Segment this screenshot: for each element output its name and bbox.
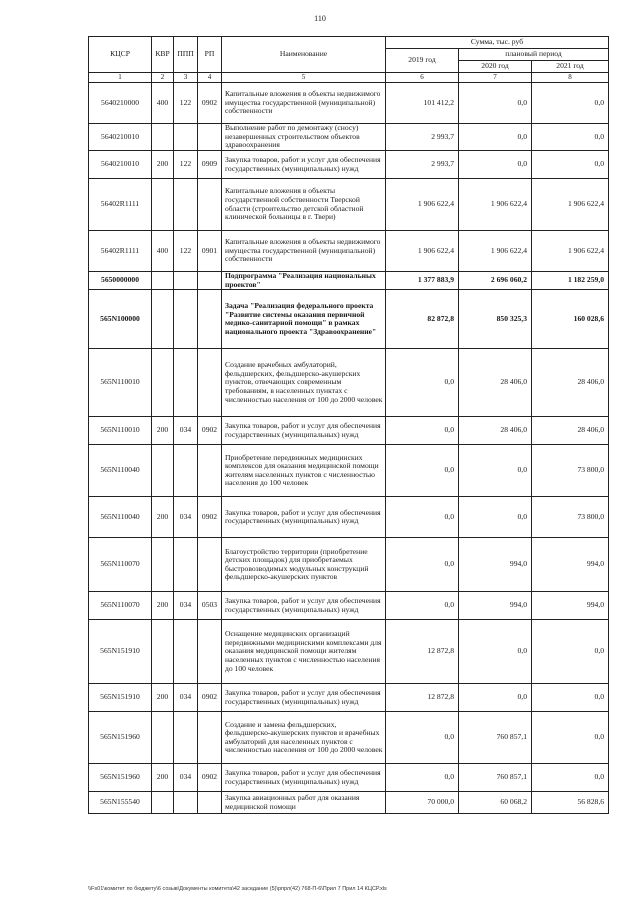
amount-2019-cell: 1 906 622,4 xyxy=(386,231,459,272)
amount-2019-cell: 2 993,7 xyxy=(386,151,459,179)
ppp-cell xyxy=(174,538,198,592)
name-cell: Оснащение медицинских организаций передвижными медицинскими комплексами для оказания медицинской помощи жителям населенных пунктов с численностью населения до 100 человек xyxy=(222,620,386,684)
col-header-ppp: ППП xyxy=(174,37,198,73)
table-row xyxy=(89,445,609,497)
kcsr-cell: 5640210010 xyxy=(89,124,152,151)
amount-2021-cell: 994,0 xyxy=(532,538,609,592)
amount-2020-cell: 760 857,1 xyxy=(459,712,532,764)
rp-cell: 0909 xyxy=(198,151,222,179)
amount-2021-cell: 73 800,0 xyxy=(532,445,609,497)
kcsr-cell: 565N151960 xyxy=(89,764,152,792)
kvr-cell: 200 xyxy=(152,497,174,538)
amount-2020-cell: 0,0 xyxy=(459,445,532,497)
name-cell: Закупка товаров, работ и услуг для обеспечения государственных (муниципальных) нужд xyxy=(222,497,386,538)
kvr-cell xyxy=(152,792,174,814)
file-path-footer: \\Fs01\комитет по бюджету\6 созыв\Документы комитета\42 заседание (5)\рпрл(42) 768-П-6\Прил 7 Прил 14 КЦСР.xls xyxy=(88,886,387,892)
col-header-rp: РП xyxy=(198,37,222,73)
ppp-cell xyxy=(174,124,198,151)
kvr-cell xyxy=(152,272,174,290)
table-row xyxy=(89,349,609,417)
table-row xyxy=(89,684,609,712)
col-header-2021: 2021 год xyxy=(532,61,609,73)
col-number: 6 xyxy=(386,73,459,83)
ppp-cell xyxy=(174,272,198,290)
table-row xyxy=(89,83,609,124)
col-number: 7 xyxy=(459,73,532,83)
kcsr-cell: 56402R1111 xyxy=(89,231,152,272)
kvr-cell xyxy=(152,349,174,417)
ppp-cell: 122 xyxy=(174,231,198,272)
rp-cell: 0902 xyxy=(198,83,222,124)
page-number: 110 xyxy=(314,14,326,23)
kvr-cell: 400 xyxy=(152,83,174,124)
amount-2019-cell: 101 412,2 xyxy=(386,83,459,124)
amount-2020-cell: 994,0 xyxy=(459,538,532,592)
table-row xyxy=(89,272,609,290)
kcsr-cell: 565N155540 xyxy=(89,792,152,814)
amount-2020-cell: 0,0 xyxy=(459,124,532,151)
amount-2019-cell: 0,0 xyxy=(386,497,459,538)
name-cell: Капитальные вложения в объекты государственной собственности Тверской области (строительство детской областной клинической больницы в г. Твери) xyxy=(222,179,386,231)
rp-cell xyxy=(198,290,222,349)
kvr-cell xyxy=(152,445,174,497)
table-row xyxy=(89,712,609,764)
kcsr-cell: 5640210000 xyxy=(89,83,152,124)
rp-cell: 0902 xyxy=(198,684,222,712)
kcsr-cell: 565N110010 xyxy=(89,349,152,417)
kcsr-cell: 565N100000 xyxy=(89,290,152,349)
ppp-cell xyxy=(174,792,198,814)
amount-2019-cell: 0,0 xyxy=(386,592,459,620)
name-cell: Закупка товаров, работ и услуг для обеспечения государственных (муниципальных) нужд xyxy=(222,764,386,792)
name-cell: Создание врачебных амбулаторий, фельдшерских, фельдшерско-акушерских пунктов, отвечающих современным требованиям, в населенных пунктах с численностью населения от 100 до 2000 человек xyxy=(222,349,386,417)
amount-2021-cell: 0,0 xyxy=(532,124,609,151)
name-cell: Приобретение передвижных медицинских комплексов для оказания медицинской помощи жителям населенных пунктов с численностью населения до 100 человек xyxy=(222,445,386,497)
col-header-kvr: КВР xyxy=(152,37,174,73)
name-cell: Закупка авиационных работ для оказания медицинской помощи xyxy=(222,792,386,814)
amount-2020-cell: 994,0 xyxy=(459,592,532,620)
kvr-cell xyxy=(152,620,174,684)
amount-2019-cell: 0,0 xyxy=(386,712,459,764)
rp-cell xyxy=(198,620,222,684)
table-row xyxy=(89,764,609,792)
amount-2021-cell: 0,0 xyxy=(532,712,609,764)
kcsr-cell: 565N110040 xyxy=(89,445,152,497)
rp-cell: 0902 xyxy=(198,417,222,445)
rp-cell xyxy=(198,179,222,231)
ppp-cell: 122 xyxy=(174,83,198,124)
table-row xyxy=(89,290,609,349)
ppp-cell xyxy=(174,712,198,764)
kcsr-cell: 565N110040 xyxy=(89,497,152,538)
amount-2019-cell: 1 377 883,9 xyxy=(386,272,459,290)
col-header-kcsr: КЦСР xyxy=(89,37,152,73)
col-header-2019: 2019 год xyxy=(386,49,459,73)
ppp-cell: 034 xyxy=(174,764,198,792)
ppp-cell: 034 xyxy=(174,497,198,538)
kcsr-cell: 5650000000 xyxy=(89,272,152,290)
rp-cell xyxy=(198,792,222,814)
col-header-name: Наименование xyxy=(222,37,386,73)
amount-2019-cell: 0,0 xyxy=(386,445,459,497)
amount-2019-cell: 0,0 xyxy=(386,417,459,445)
kvr-cell xyxy=(152,290,174,349)
rp-cell xyxy=(198,349,222,417)
amount-2020-cell: 60 068,2 xyxy=(459,792,532,814)
amount-2020-cell: 0,0 xyxy=(459,620,532,684)
amount-2021-cell: 994,0 xyxy=(532,592,609,620)
amount-2021-cell: 1 906 622,4 xyxy=(532,231,609,272)
amount-2020-cell: 0,0 xyxy=(459,497,532,538)
ppp-cell xyxy=(174,290,198,349)
kcsr-cell: 565N110070 xyxy=(89,538,152,592)
amount-2021-cell: 160 028,6 xyxy=(532,290,609,349)
name-cell: Закупка товаров, работ и услуг для обеспечения государственных (муниципальных) нужд xyxy=(222,592,386,620)
amount-2021-cell: 56 828,6 xyxy=(532,792,609,814)
table-row xyxy=(89,620,609,684)
budget-table xyxy=(88,36,609,814)
amount-2020-cell: 28 406,0 xyxy=(459,417,532,445)
kcsr-cell: 565N151910 xyxy=(89,620,152,684)
amount-2020-cell: 1 906 622,4 xyxy=(459,179,532,231)
rp-cell: 0901 xyxy=(198,231,222,272)
amount-2021-cell: 1 182 259,0 xyxy=(532,272,609,290)
rp-cell xyxy=(198,124,222,151)
name-cell: Закупка товаров, работ и услуг для обеспечения государственных (муниципальных) нужд xyxy=(222,151,386,179)
name-cell: Подпрограмма "Реализация национальных проектов" xyxy=(222,272,386,290)
amount-2021-cell: 0,0 xyxy=(532,620,609,684)
kvr-cell xyxy=(152,538,174,592)
ppp-cell xyxy=(174,179,198,231)
kcsr-cell: 565N151910 xyxy=(89,684,152,712)
ppp-cell xyxy=(174,445,198,497)
table-body xyxy=(89,83,609,814)
kvr-cell: 400 xyxy=(152,231,174,272)
name-cell: Капитальные вложения в объекты недвижимого имущества государственной (муниципальной) собственности xyxy=(222,231,386,272)
col-number: 1 xyxy=(89,73,152,83)
table-row xyxy=(89,179,609,231)
amount-2021-cell: 0,0 xyxy=(532,151,609,179)
kcsr-cell: 56402R1111 xyxy=(89,179,152,231)
ppp-cell xyxy=(174,620,198,684)
kcsr-cell: 565N151960 xyxy=(89,712,152,764)
amount-2019-cell: 12 872,8 xyxy=(386,684,459,712)
table-row xyxy=(89,151,609,179)
name-cell: Создание и замена фельдшерских, фельдшерско-акушерских пунктов и врачебных амбулаторий для населенных пунктов с численностью населения от 100 до 2000 человек xyxy=(222,712,386,764)
kcsr-cell: 565N110010 xyxy=(89,417,152,445)
name-cell: Благоустройство территории (приобретение детских площадок) для приобретаемых быстровозводимых модульных конструкций фельдшерско-акушерских пунктов xyxy=(222,538,386,592)
kvr-cell: 200 xyxy=(152,417,174,445)
col-number: 3 xyxy=(174,73,198,83)
amount-2020-cell: 0,0 xyxy=(459,151,532,179)
rp-cell xyxy=(198,272,222,290)
table-row xyxy=(89,792,609,814)
table-row xyxy=(89,497,609,538)
col-header-2020: 2020 год xyxy=(459,61,532,73)
col-header-planned: плановый период xyxy=(459,49,609,61)
amount-2019-cell: 0,0 xyxy=(386,349,459,417)
table-row xyxy=(89,124,609,151)
kvr-cell: 200 xyxy=(152,151,174,179)
kvr-cell: 200 xyxy=(152,592,174,620)
amount-2021-cell: 28 406,0 xyxy=(532,349,609,417)
kvr-cell xyxy=(152,124,174,151)
col-number: 2 xyxy=(152,73,174,83)
name-cell: Капитальные вложения в объекты недвижимого имущества государственной (муниципальной) собственности xyxy=(222,83,386,124)
amount-2021-cell: 1 906 622,4 xyxy=(532,179,609,231)
amount-2020-cell: 2 696 060,2 xyxy=(459,272,532,290)
amount-2019-cell: 82 872,8 xyxy=(386,290,459,349)
amount-2020-cell: 0,0 xyxy=(459,684,532,712)
amount-2021-cell: 0,0 xyxy=(532,83,609,124)
ppp-cell: 034 xyxy=(174,684,198,712)
amount-2021-cell: 0,0 xyxy=(532,764,609,792)
kvr-cell: 200 xyxy=(152,684,174,712)
col-number: 5 xyxy=(222,73,386,83)
rp-cell: 0902 xyxy=(198,764,222,792)
amount-2019-cell: 1 906 622,4 xyxy=(386,179,459,231)
name-cell: Выполнение работ по демонтажу (сносу) незавершенных строительством объектов здравоохранения xyxy=(222,124,386,151)
col-number: 8 xyxy=(532,73,609,83)
kcsr-cell: 5640210010 xyxy=(89,151,152,179)
ppp-cell: 034 xyxy=(174,592,198,620)
kvr-cell: 200 xyxy=(152,764,174,792)
amount-2019-cell: 2 993,7 xyxy=(386,124,459,151)
table-row xyxy=(89,417,609,445)
col-number: 4 xyxy=(198,73,222,83)
name-cell: Задача "Реализация федерального проекта "Развитие системы оказания первичной медико-санитарной помощи" в рамках национального проекта "Здравоохранение" xyxy=(222,290,386,349)
kvr-cell xyxy=(152,179,174,231)
name-cell: Закупка товаров, работ и услуг для обеспечения государственных (муниципальных) нужд xyxy=(222,684,386,712)
amount-2019-cell: 0,0 xyxy=(386,764,459,792)
amount-2020-cell: 28 406,0 xyxy=(459,349,532,417)
rp-cell: 0902 xyxy=(198,497,222,538)
table-row xyxy=(89,592,609,620)
table-row xyxy=(89,538,609,592)
rp-cell: 0503 xyxy=(198,592,222,620)
rp-cell xyxy=(198,538,222,592)
amount-2020-cell: 1 906 622,4 xyxy=(459,231,532,272)
amount-2019-cell: 0,0 xyxy=(386,538,459,592)
col-header-sum: Сумма, тыс. руб xyxy=(386,37,609,49)
amount-2021-cell: 28 406,0 xyxy=(532,417,609,445)
ppp-cell xyxy=(174,349,198,417)
kcsr-cell: 565N110070 xyxy=(89,592,152,620)
amount-2021-cell: 0,0 xyxy=(532,684,609,712)
amount-2020-cell: 0,0 xyxy=(459,83,532,124)
kvr-cell xyxy=(152,712,174,764)
amount-2020-cell: 760 857,1 xyxy=(459,764,532,792)
rp-cell xyxy=(198,712,222,764)
column-number-row xyxy=(89,73,609,83)
rp-cell xyxy=(198,445,222,497)
ppp-cell: 034 xyxy=(174,417,198,445)
amount-2021-cell: 73 800,0 xyxy=(532,497,609,538)
amount-2020-cell: 850 325,3 xyxy=(459,290,532,349)
amount-2019-cell: 70 000,0 xyxy=(386,792,459,814)
name-cell: Закупка товаров, работ и услуг для обеспечения государственных (муниципальных) нужд xyxy=(222,417,386,445)
amount-2019-cell: 12 872,8 xyxy=(386,620,459,684)
table-row xyxy=(89,231,609,272)
ppp-cell: 122 xyxy=(174,151,198,179)
